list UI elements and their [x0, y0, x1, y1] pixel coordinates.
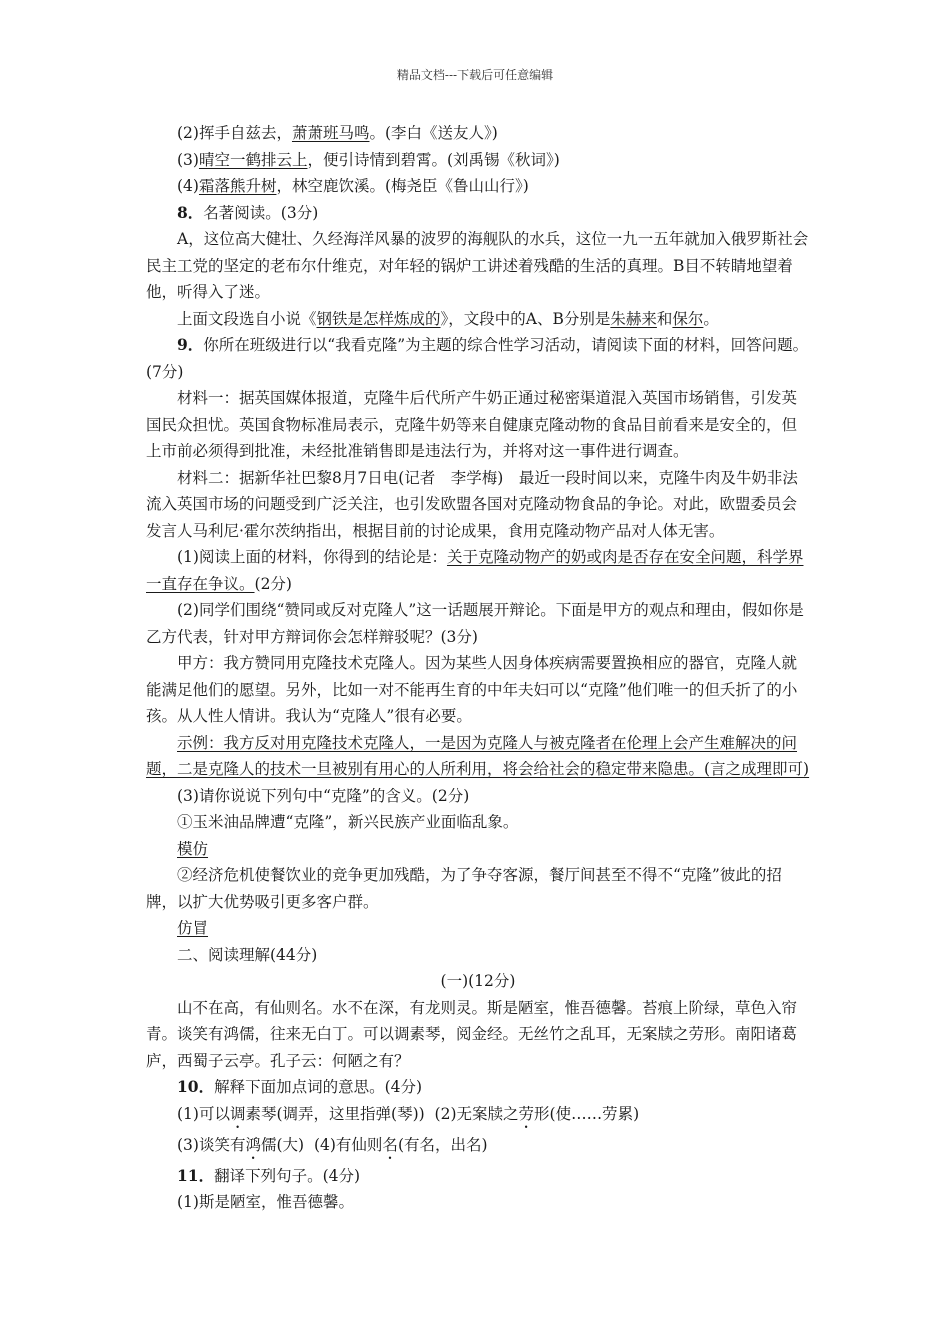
- page-header: 精品文档---下载后可任意编辑: [396, 68, 554, 82]
- q8-passage: A，这位高大健壮、久经海洋风暴的波罗的海舰队的水兵，这位一九一五年就加入俄罗斯社会民主工党的坚定的老布尔什维克，对年轻的锅炉工讲述着残酷的生活的真理。B目不转睛地望着他，听得入了迷。: [146, 230, 809, 301]
- q10-items-row-1: (1)可以调素琴(调弄，这里指弹(琴)) (2)无案牍之劳形(使……劳累): [177, 1104, 640, 1123]
- section-heading: 二、阅读理解(44分): [177, 945, 318, 964]
- q9-sentence-2: ②经济危机使餐饮业的竞争更加残酷，为了争夺客源，餐厅间甚至不得不“克隆”彼此的招牌，以扩大优势吸引更多客户群。: [146, 866, 782, 911]
- q9-sentence-2-answer: 仿冒: [177, 919, 209, 937]
- q11-item-1: (1)斯是陋室，惟吾德馨。: [177, 1193, 354, 1211]
- q9-sentence-1-answer: 模仿: [177, 839, 209, 858]
- q9-sentence-1: ①玉米油品牌遭“克隆”，新兴民族产业面临乱象。: [177, 813, 519, 831]
- classical-passage: 山不在高，有仙则名。水不在深，有龙则灵。斯是陋室，惟吾德馨。苔痕上阶绿，草色入帘青。谈笑有鸿儒，往来无白丁。可以调素琴，阅金经。无丝竹之乱耳，无案牍之劳形。南阳诸葛庐，西蜀子云亭。孔子云：何陋之有？: [146, 998, 798, 1070]
- question-11: 11．翻译下列句子。(4分): [177, 1165, 361, 1185]
- question-10: 10．解释下面加点词的意思。(4分): [177, 1077, 423, 1096]
- question-9: 9．你所在班级进行以“我看克隆”为主题的综合性学习活动，请阅读下面的材料，回答问题。(7分): [146, 335, 809, 381]
- answer-underline: 萧萧班马鸣: [291, 124, 370, 142]
- q9-sub-1: (1)阅读上面的材料，你得到的结论是：关于克隆动物产的奶或肉是否存在安全问题，科学界一直存在争议。(2分): [146, 548, 804, 593]
- q10-items-row-2: (3)谈笑有鸿儒(大) (4)有仙则名(有名，出名): [177, 1135, 488, 1154]
- poem-line: (4)霜落熊升树，林空鹿饮溪。(梅尧臣《鲁山山行》): [177, 177, 529, 195]
- q9-sub-2: (2)同学们围绕“赞同或反对克隆人”这一话题展开辩论。下面是甲方的观点和理由，假如你是乙方代表，针对甲方辩词你会怎样辩驳呢？(3分): [146, 601, 804, 646]
- q8-answer: 上面文段选自小说《钢铁是怎样炼成的》，文段中的A、B分别是朱赫来和保尔。: [177, 309, 719, 328]
- q9-jia: 甲方：我方赞同用克隆技术克隆人。因为某些人因身体疾病需要置换相应的器官，克隆人就能满足他们的愿望。另外，比如一对不能再生育的中年夫妇可以“克隆”他们唯一的但夭折了的小孩。从人性人情讲。我认为“克隆人”很有必要。: [146, 654, 798, 725]
- question-8: 8．名著阅读。(3分): [177, 202, 319, 222]
- q9-material-1: 材料一：据英国媒体报道，克隆牛后代所产牛奶正通过秘密渠道混入英国市场销售，引发英国民众担忧。英国食物标准局表示，克隆牛奶等来自健康克隆动物的食品目前看来是安全的，但上市前必须得到批准，未经批准销售即是违法行为，并将对这一事件进行调查。: [146, 389, 798, 460]
- q9-example-answer: 示例：我方反对用克隆技术克隆人，一是因为克隆人与被克隆者在伦理上会产生难解决的问题，二是克隆人的技术一旦被别有用心的人所利用，将会给社会的稳定带来隐患。(言之成理即可): [146, 733, 810, 778]
- answer-underline: 晴空一鹤排云上: [198, 150, 308, 169]
- answer-underline: 霜落熊升树: [198, 177, 277, 195]
- answer-underline: 关于克隆动物产的奶或肉是否存在安全问题，科学界一直存在争议。: [146, 548, 804, 593]
- document-body: [146, 120, 810, 1216]
- poem-line: (2)挥手自兹去，萧萧班马鸣。(李白《送友人》): [177, 124, 498, 142]
- q9-material-2: 材料二：据新华社巴黎8月7日电(记者 李学梅) 最近一段时间以来，克隆牛肉及牛奶非法流入英国市场的问题受到广泛关注，也引发欧盟各国对克隆动物食品的争论。对此，欧盟委员会发言人马利尼·霍尔茨纳指出，根据目前的讨论成果，食用克隆动物产品对人体无害。: [146, 468, 798, 540]
- poem-line: (3)晴空一鹤排云上，便引诗情到碧霄。(刘禹锡《秋词》): [177, 150, 560, 169]
- q9-sub-3: (3)请你说说下列句中“克隆”的含义。(2分): [177, 786, 470, 805]
- part-heading: (一)(12分): [440, 972, 516, 990]
